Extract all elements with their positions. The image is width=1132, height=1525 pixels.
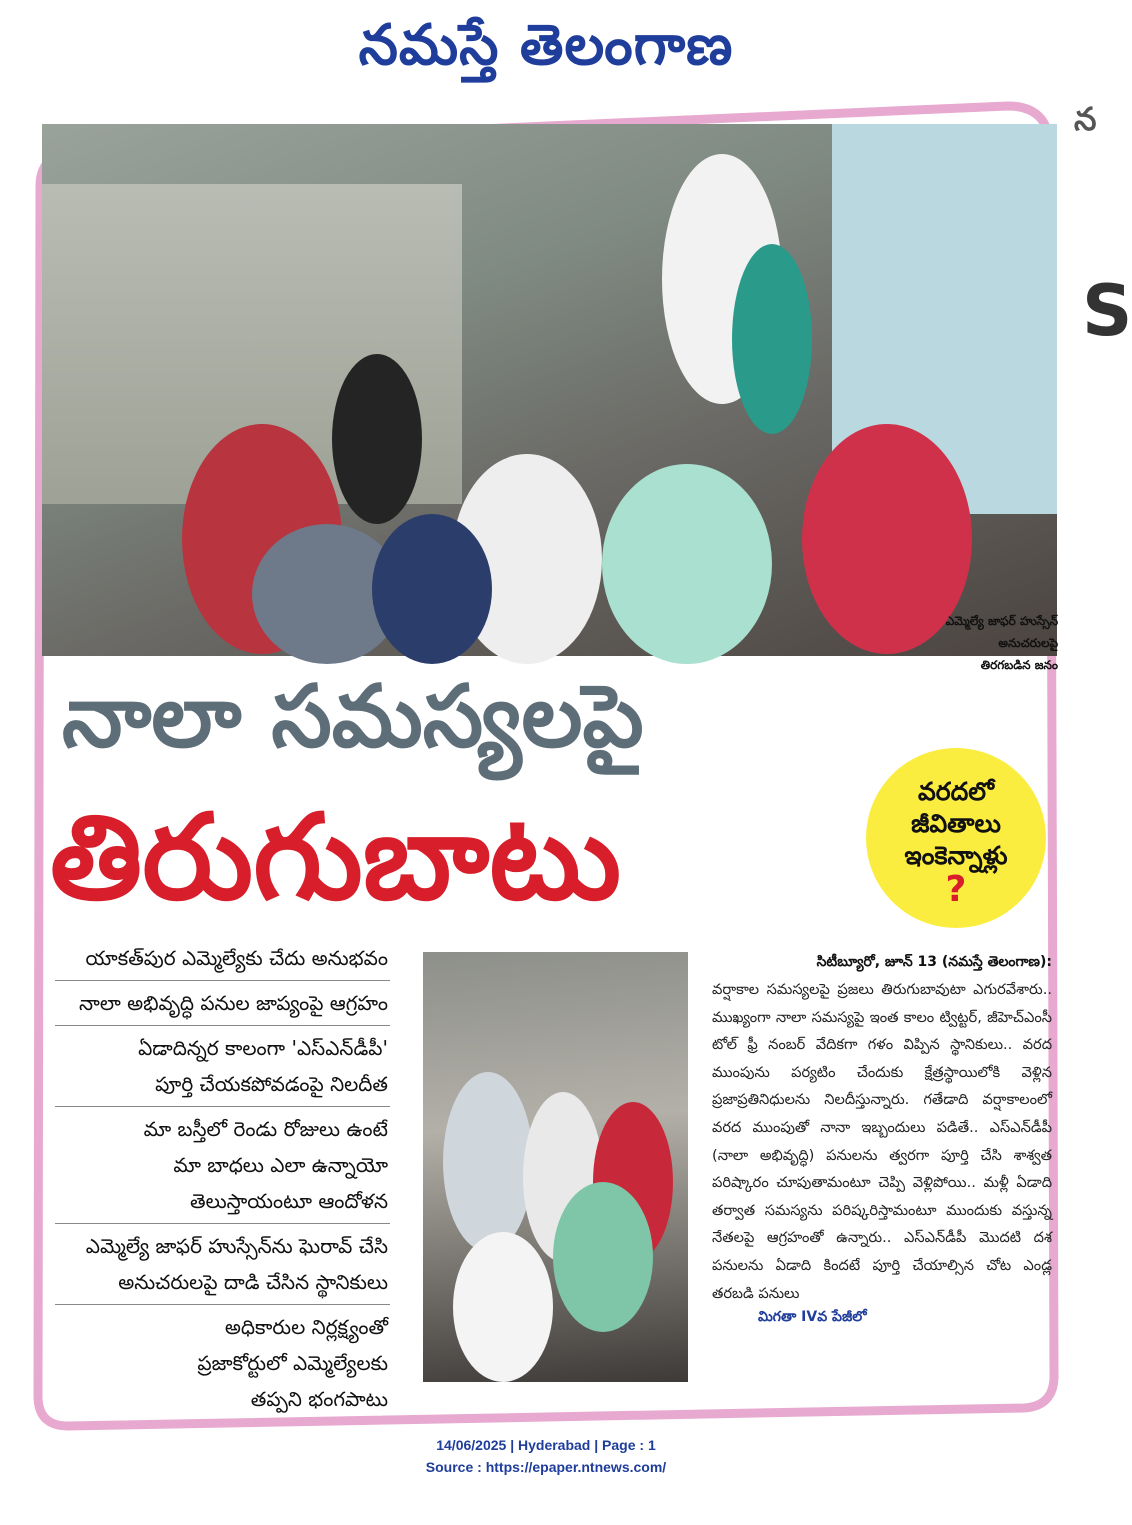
photo-figure xyxy=(443,1072,533,1252)
continued-link[interactable]: మిగతా IVవ పేజీలో xyxy=(758,1309,867,1326)
highlight-line: ఏడాదిన్నర కాలంగా 'ఎస్ఎన్‌డీపీ' xyxy=(138,1036,388,1060)
highlight-item xyxy=(55,1107,390,1224)
highlight-line: మా బాధలు ఎలా ఉన్నాయో xyxy=(173,1153,388,1177)
highlight-item xyxy=(55,1026,390,1107)
headline-line-1: నాలా సమస్యలపై xyxy=(62,667,644,767)
page-footer xyxy=(0,1434,1092,1478)
caption-line: తిరగబడిన జనం xyxy=(980,658,1058,672)
question-badge xyxy=(866,748,1046,928)
highlights-list xyxy=(55,936,390,1421)
secondary-photo xyxy=(423,952,688,1382)
masthead-title: నమస్తే తెలంగాణ xyxy=(358,13,734,78)
highlight-line: ఎమ్మెల్యే జాఫర్ హుస్సేన్‌ను ఘెరావ్ చేసి xyxy=(85,1234,388,1258)
article-body: వర్షాకాల సమస్యలపై ప్రజలు తిరుగుబావుటా ఎగురవేశారు.. ముఖ్యంగా నాలా సమస్యపై ఇంత కాలం ట్విట్టర్, జీహెచ్ఎంసీ టోల్ ఫ్రీ నంబర్ వేదికగా గళం విప్పిన స్థానికులు.. వరద ముంపును పర్యటిం చేందుకు క్షేత్రస్థాయిలోకి వెళ్లిన ప్రజాప్రతినిధులను నిలదీస్తున్నారు. గతేడాది వర్షాకాలంలో వరద ముంపుతో నానా ఇబ్బందులు పడితే.. ఎస్ఎన్‌డీపీ (నాలా అభివృద్ధి) పనులను త్వరగా పూర్తి చేసి శాశ్వత పరిష్కారం చూపుతామంటూ చెప్పి వెళ్లిపోయి.. మళ్లీ ఏడాది తర్వాత సమస్యను పరిష్కరిస్తామంటూ ముందుకు వస్తున్న నేతలపై ఆగ్రహంతో ఉన్నారు.. ఎస్ఎన్‌డీపీ మొదటి దశ పనులను ఏడాది కిందటే పూర్తి చేయాల్సిన చోట ఎండ్ల తరబడి పనులు xyxy=(712,981,1052,1302)
photo-figure xyxy=(453,1232,553,1382)
badge-line: జీవితాలు xyxy=(911,809,1001,838)
caption-line: అనుచరులపై xyxy=(998,636,1058,650)
highlight-line: యాకత్‌పుర ఎమ్మెల్యేకు చేదు అనుభవం xyxy=(85,946,388,970)
highlight-item xyxy=(55,936,390,981)
main-photo-caption xyxy=(862,610,1058,676)
next-column-glyph-top: న xyxy=(1074,100,1097,138)
photo-figure xyxy=(602,464,772,664)
badge-line: ఇంకెన్నాళ్లు xyxy=(904,841,1008,870)
highlight-item xyxy=(55,1224,390,1305)
highlight-line: అధికారుల నిర్లక్ష్యంతో xyxy=(224,1315,388,1339)
caption-line: ఎమ్మెల్యే జాఫర్ హుస్సేన్ xyxy=(945,614,1058,628)
badge-line: వరదలో xyxy=(918,777,994,806)
highlight-line: మా బస్తీలో రెండు రోజులు ఉంటే xyxy=(143,1117,388,1141)
highlight-line: అనుచరులపై దాడి చేసిన స్థానికులు xyxy=(118,1270,388,1294)
next-column-peek xyxy=(1060,100,1132,380)
photo-figure xyxy=(732,244,812,434)
photo-figure xyxy=(332,354,422,524)
headline-line-2: తిరుగుబాటు xyxy=(50,788,622,926)
footer-source-line: Source : https://epaper.ntnews.com/ xyxy=(425,1459,667,1475)
highlight-item xyxy=(55,981,390,1026)
question-mark-icon: ? xyxy=(945,869,967,910)
article xyxy=(712,950,1052,1328)
photo-figure xyxy=(553,1182,653,1332)
next-column-glyph-big: S xyxy=(1082,270,1132,352)
highlight-line: తప్పని భంగపాటు xyxy=(250,1387,388,1411)
highlight-line: తెలుస్తాయంటూ ఆందోళన xyxy=(190,1189,388,1213)
main-photo xyxy=(42,124,1057,656)
photo-figure xyxy=(372,514,492,664)
highlight-item xyxy=(55,1305,390,1421)
highlight-line: ప్రజాకోర్టులో ఎమ్మెల్యేలకు xyxy=(197,1351,388,1375)
article-dateline: సిటీబ్యూరో, జూన్ 13 (నమస్తే తెలంగాణ): xyxy=(816,954,1052,970)
highlight-line: పూర్తి చేయకపోవడంపై నిలదీత xyxy=(155,1072,388,1096)
footer-date-line: 14/06/2025 | Hyderabad | Page : 1 xyxy=(436,1437,656,1453)
highlight-line: నాలా అభివృద్ధి పనుల జాప్యంపై ఆగ్రహం xyxy=(79,991,388,1015)
